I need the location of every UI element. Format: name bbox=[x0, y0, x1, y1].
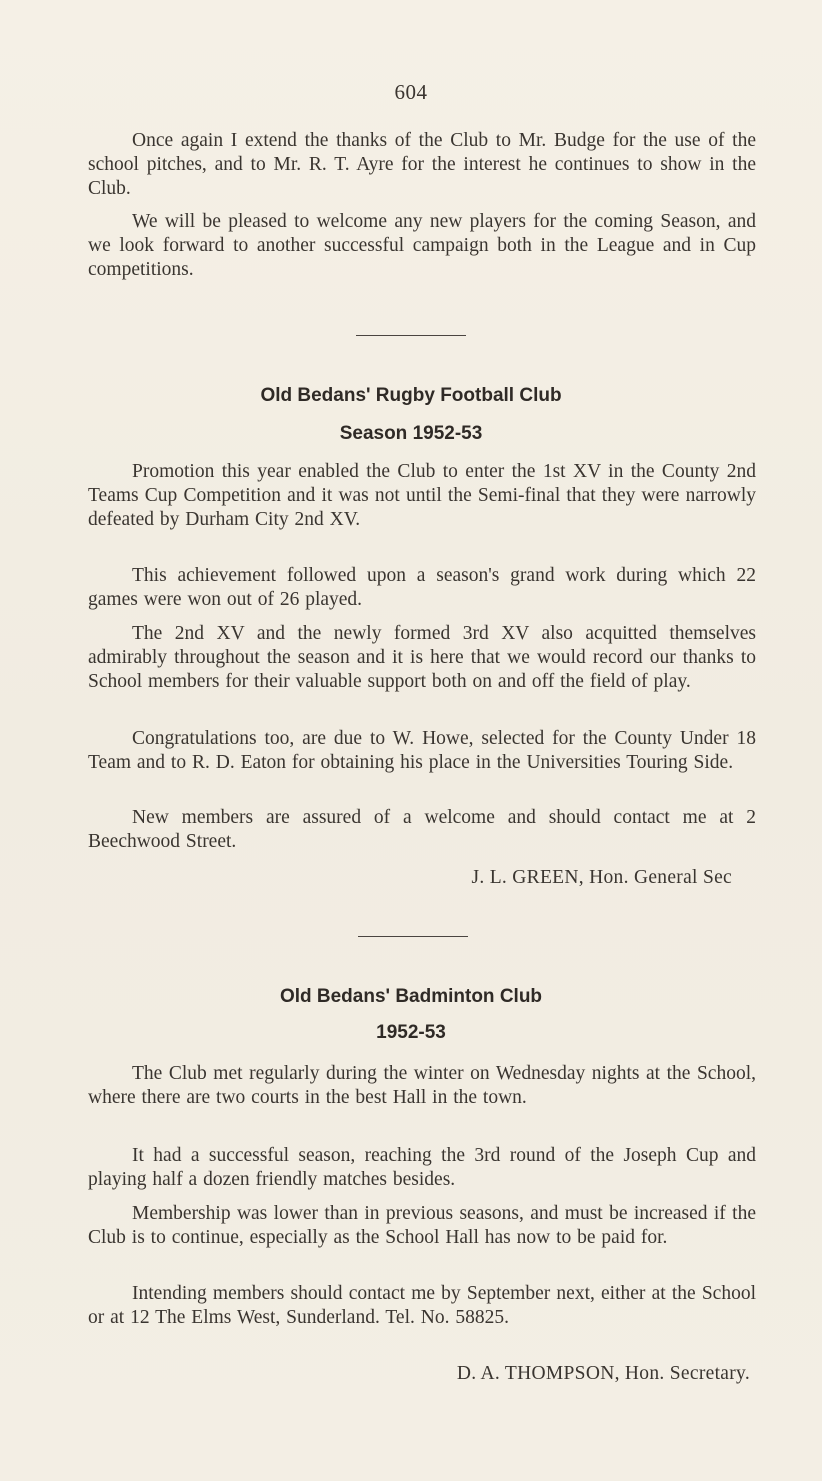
badminton-season-subtitle: 1952-53 bbox=[376, 1022, 446, 1043]
section-divider bbox=[356, 335, 466, 336]
rugby-season-subtitle: Season 1952-53 bbox=[339, 423, 483, 444]
badminton-paragraph-4: Intending members should contact me by September next, either at the School or at 12 The Elms West, Sunderland. Tel. No. 58825. bbox=[88, 1283, 756, 1328]
badminton-paragraph-2: It had a successful season, reaching the 3rd round of the Joseph Cup and playing half a dozen friendly matches besides. bbox=[88, 1145, 756, 1190]
badminton-paragraph-3: Membership was lower than in previous seasons, and must be increased if the Club is to continue, especially as the School Hall has now to be paid for. bbox=[88, 1203, 756, 1248]
rugby-paragraph-5: New members are assured of a welcome and should contact me at 2 Beechwood Street. bbox=[88, 807, 756, 852]
rugby-club-title: Old Bedans' Rugby Football Club bbox=[260, 385, 562, 406]
intro-paragraph-1: Once again I extend the thanks of the Club to Mr. Budge for the use of the school pitches, and to Mr. R. T. Ayre for the interest he continues to show in the Club. bbox=[88, 130, 756, 199]
badminton-signature: D. A. THOMPSON, Hon. Secretary. bbox=[456, 1363, 750, 1384]
rugby-paragraph-1: Promotion this year enabled the Club to enter the 1st XV in the County 2nd Teams Cup Competition and it was not until the Semi-final that they were narrowly defeated by Durham City 2nd XV. bbox=[88, 461, 756, 530]
badminton-club-title: Old Bedans' Badminton Club bbox=[279, 986, 543, 1007]
rugby-paragraph-4: Congratulations too, are due to W. Howe, selected for the County Under 18 Team and to R. D. Eaton for obtaining his place in the Universities Touring Side. bbox=[88, 728, 756, 773]
rugby-paragraph-3: The 2nd XV and the newly formed 3rd XV also acquitted themselves admirably throughout the season and it is here that we would record our thanks to School members for their valuable support both on and off the field of play. bbox=[88, 623, 756, 692]
page-number: 604 bbox=[394, 80, 428, 104]
badminton-paragraph-1: The Club met regularly during the winter on Wednesday nights at the School, where there are two courts in the best Hall in the town. bbox=[88, 1063, 756, 1108]
rugby-signature: J. L. GREEN, Hon. General Sec bbox=[471, 867, 732, 888]
section-divider bbox=[358, 936, 468, 937]
rugby-paragraph-2: This achievement followed upon a season's grand work during which 22 games were won out of 26 played. bbox=[88, 565, 756, 610]
intro-paragraph-2: We will be pleased to welcome any new players for the coming Season, and we look forward to another successful campaign both in the League and in Cup competitions. bbox=[88, 211, 756, 280]
